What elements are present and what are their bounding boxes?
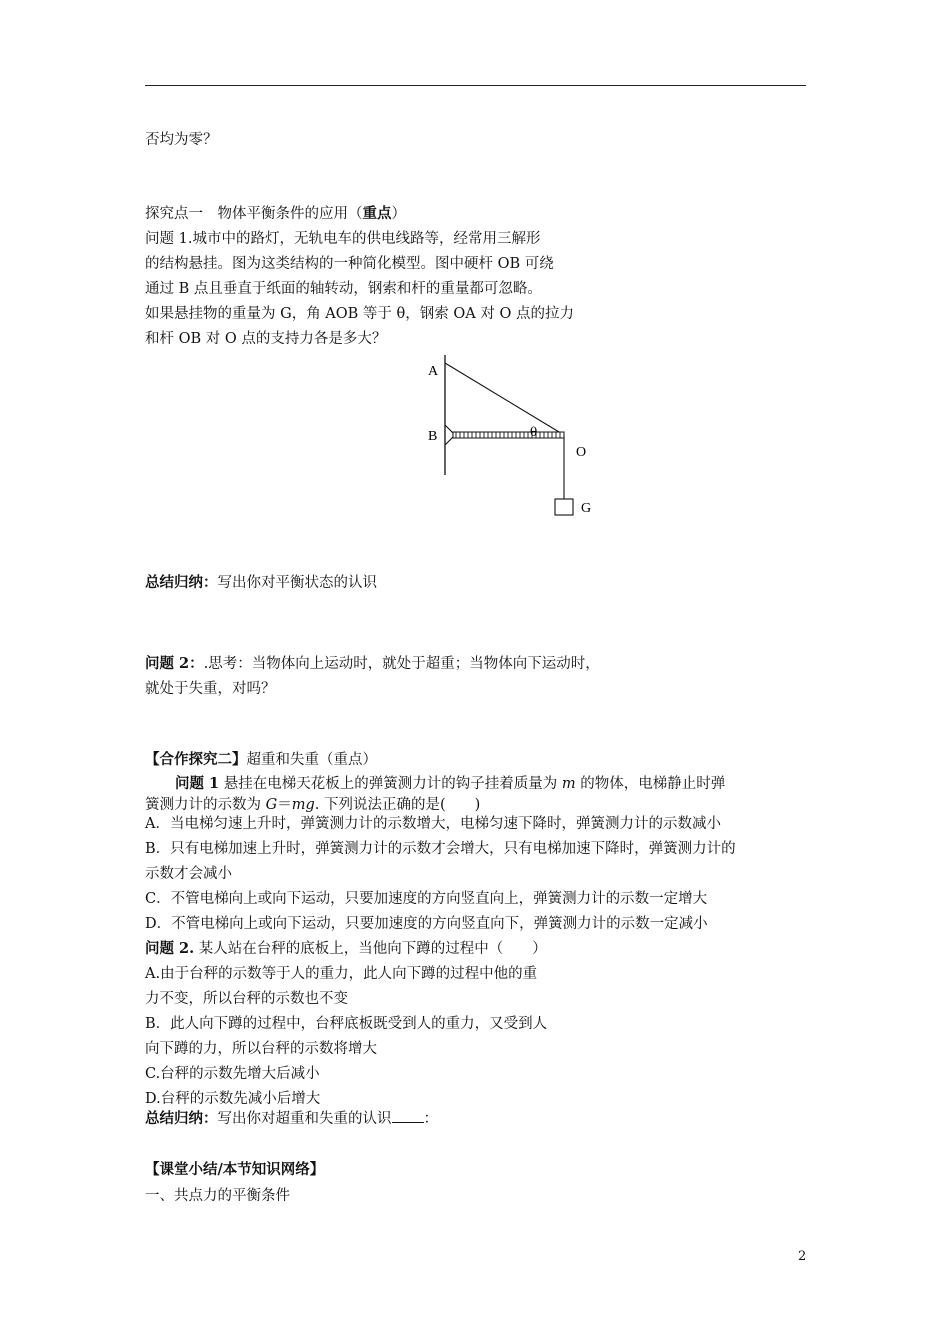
sec2-q2-line: 问题 2. 某人站在台秤的底板上，当他向下蹲的过程中（ ） [145, 940, 547, 957]
sec2-q1-option: D．不管电梯向上或向下运动，只要加速度的方向竖直向下，弹簧测力计的示数一定减小 [145, 916, 708, 932]
q2-line: 问题 2：.思考：当物体向上运动时，就处于超重；当物体向下运动时， [145, 655, 600, 672]
label-o: O [576, 445, 587, 460]
sec2-q2-option: A.由于台秤的示数等于人的重力，此人向下蹲的过程中他的重 [145, 966, 538, 982]
q2-line: 就处于失重，对吗？ [145, 681, 276, 697]
equilibrium-figure [420, 355, 610, 525]
sec2-q2-option: C.台秤的示数先增大后减小 [145, 1066, 320, 1082]
section-3-title: 【课堂小结/本节知识网络】 [145, 1161, 325, 1178]
section-3-line: 一、共点力的平衡条件 [145, 1188, 290, 1204]
answer-blank [392, 1110, 424, 1123]
sec2-q1-option: B．只有电梯加速上升时，弹簧测力计的示数才会增大，只有电梯加速下降时，弹簧测力计的 [145, 841, 736, 857]
sec2-q1-option: A．当电梯匀速上升时，弹簧测力计的示数增大，电梯匀速下降时，弹簧测力计的示数减小 [145, 816, 721, 832]
q1-line: 如果悬挂物的重量为 G，角 AOB 等于 θ，钢索 OA 对 O 点的拉力 [145, 306, 574, 322]
section-2-title: 【合作探究二】超重和失重（重点） [145, 751, 377, 768]
sec2-q1-line: 问题 1 悬挂在电梯天花板上的弹簧测力计的钩子挂着质量为 m 的物体，电梯静止时弹 [175, 775, 726, 792]
q1-line: 通过 B 点且垂直于纸面的轴转动，钢索和杆的重量都可忽略。 [145, 281, 542, 297]
label-b: B [428, 429, 438, 444]
hinge-bracket [445, 425, 453, 445]
q1-line: 问题 1.城市中的路灯，无轨电车的供电线路等，经常用三解形 [145, 231, 541, 247]
sec2-q1-line: 簧测力计的示数为 G＝mg. 下列说法正确的是( ) [145, 797, 481, 813]
rod-ob [453, 432, 564, 438]
continued-text: 否均为零？ [145, 132, 218, 148]
section-1-title: 探究点一 物体平衡条件的应用（重点） [145, 205, 406, 222]
cable-oa [445, 363, 564, 435]
sec2-q2-option: B．此人向下蹲的过程中，台秤底板既受到人的重力，又受到人 [145, 1016, 548, 1032]
sec2-q1-option: 示数才会减小 [145, 866, 232, 882]
label-a: A [428, 364, 439, 379]
sec2-q2-option: D.台秤的示数先减小后增大 [145, 1091, 321, 1107]
label-g: G [581, 501, 592, 516]
rod-hatching [456, 432, 560, 438]
sec2-q2-option: 向下蹲的力，所以台秤的示数将增大 [145, 1041, 377, 1057]
label-theta: θ [530, 425, 538, 439]
header-rule [145, 85, 806, 86]
sec2-q2-option: 力不变，所以台秤的示数也不变 [145, 991, 348, 1007]
q1-line: 和杆 OB 对 O 点的支持力各是多大？ [145, 331, 387, 347]
summary-2: 总结归纳：写出你对超重和失重的认识 ： [145, 1110, 438, 1127]
summary-1: 总结归纳：写出你对平衡状态的认识 [145, 574, 377, 591]
q1-line: 的结构悬挂。图为这类结构的一种简化模型。图中硬杆 OB 可绕 [145, 256, 554, 272]
page-number: 2 [798, 1249, 807, 1264]
weight-box [555, 499, 573, 515]
sec2-q1-option: C．不管电梯向上或向下运动，只要加速度的方向竖直向上，弹簧测力计的示数一定增大 [145, 891, 708, 907]
